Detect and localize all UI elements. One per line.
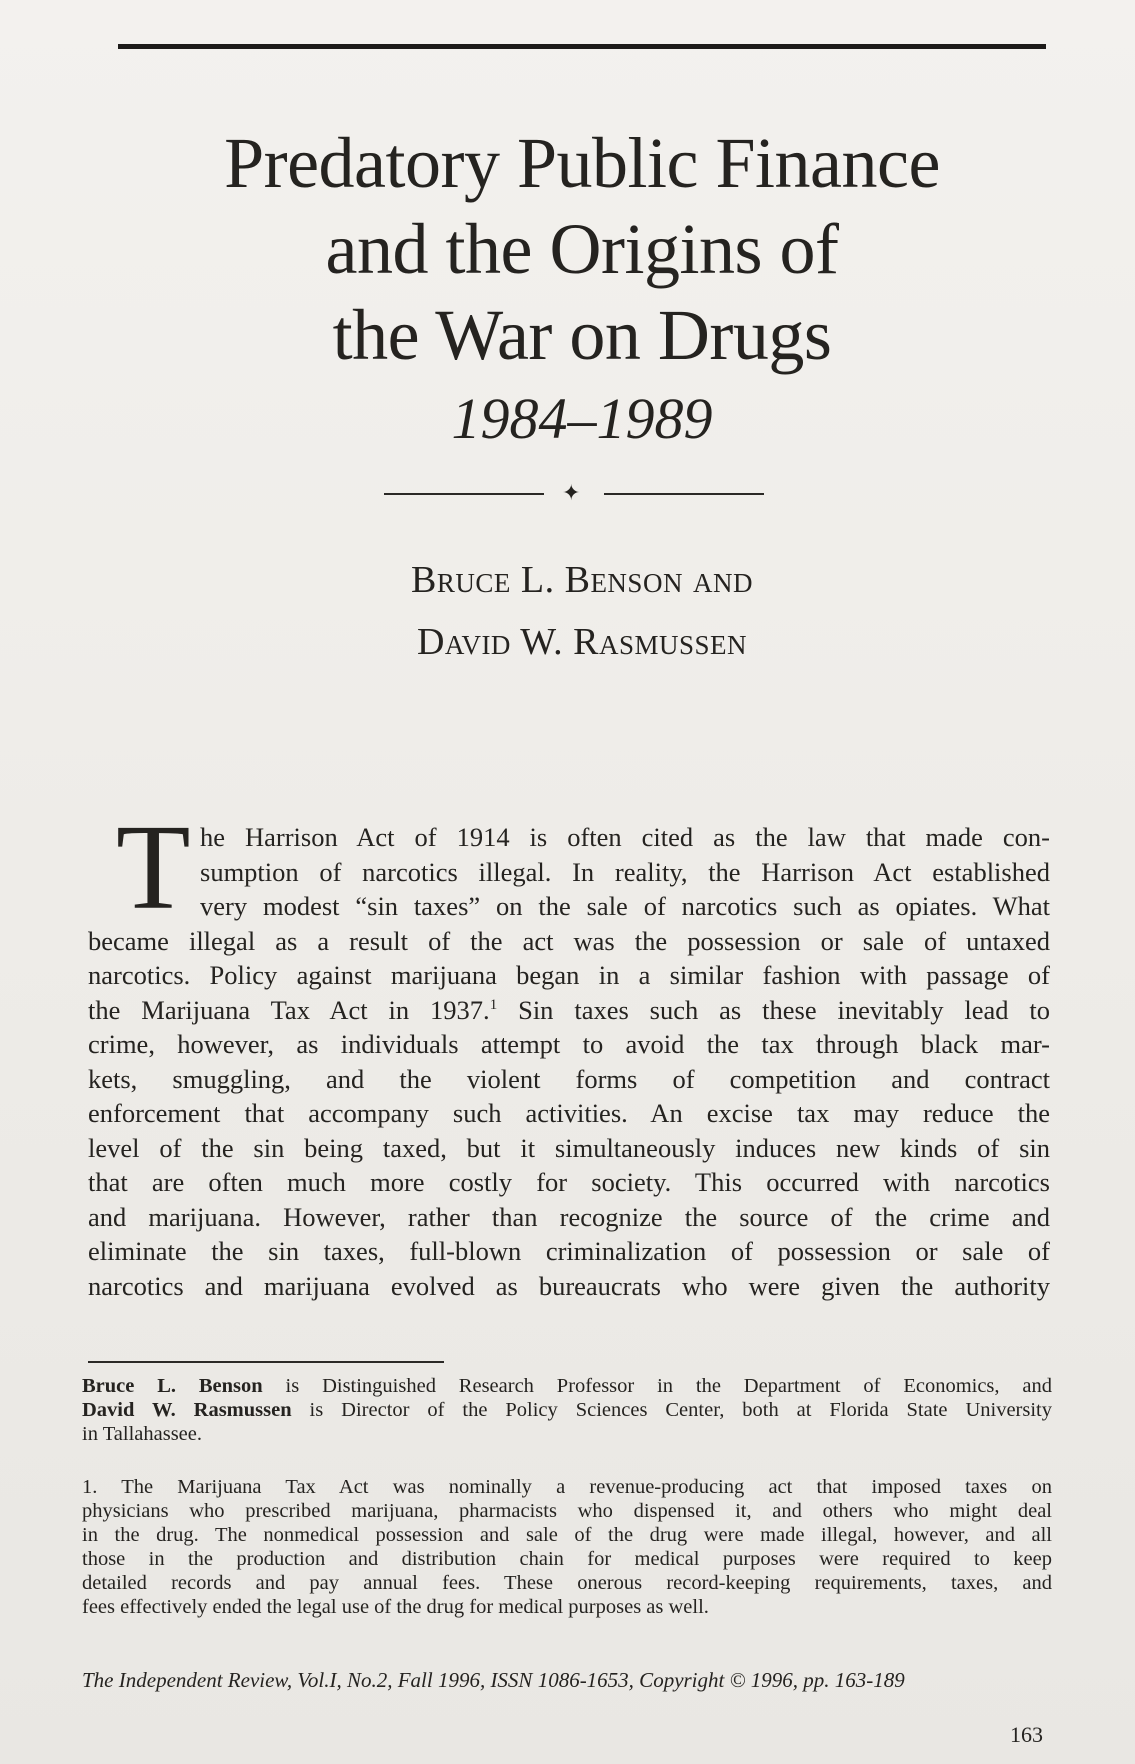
- body-line: crime, however, as individuals attempt to avoid the tax through black mar-: [88, 1029, 1050, 1059]
- body-line: level of the sin being taxed, but it simultaneously induces new kinds of sin: [88, 1132, 1050, 1163]
- author-bio-note: [82, 1374, 1052, 1446]
- ornament-divider: [384, 480, 764, 506]
- footnote-1: [82, 1475, 1052, 1619]
- body-line-text: Sin taxes such as these inevitably lead to: [497, 994, 1051, 1025]
- bio-author-name: Bruce L. Benson: [82, 1375, 263, 1397]
- title-line: Predatory Public Finance: [224, 123, 940, 203]
- footnote-line: detailed records and pay annual fees. These onerous record-keeping requirements, taxes, and: [82, 1572, 1052, 1594]
- bio-line: in Tallahassee.: [82, 1423, 203, 1445]
- footnote-line: in the drug. The nonmedical possession and sale of the drug were made illegal, however, and all: [82, 1524, 1052, 1546]
- body-paragraph: [88, 800, 1051, 1303]
- author-line: David W. Rasmussen: [416, 621, 748, 663]
- footnote-marker[interactable]: 1: [489, 996, 498, 1013]
- top-rule: [118, 44, 1046, 49]
- page-number: 163: [1010, 1722, 1043, 1747]
- body-line: narcotics and marijuana evolved as bureaucrats who were given the authority: [88, 1270, 1050, 1301]
- ornament-line-right: [604, 493, 764, 495]
- body-line-text: the Marijuana Tax Act in 1937.: [88, 994, 490, 1025]
- body-line: enforcement that accompany such activities. An excise tax may reduce the: [88, 1098, 1050, 1128]
- body-line: that are often much more costly for society. This occurred with narcotics: [88, 1167, 1050, 1197]
- ornament-line-left: [384, 493, 544, 495]
- body-line: became illegal as a result of the act was the possession or sale of untaxed: [88, 925, 1050, 956]
- footnote-line: physicians who prescribed marijuana, pharmacists who dispensed it, and others who might deal: [82, 1500, 1052, 1522]
- footnote-line: 1. The Marijuana Tax Act was nominally a revenue-producing act that imposed taxes on: [82, 1476, 1052, 1498]
- bio-line: [82, 1374, 1052, 1398]
- body-line: kets, smuggling, and the violent forms of competition and contract: [88, 1063, 1050, 1094]
- drop-cap: T: [116, 800, 191, 935]
- bio-text: is Director of the Policy Sciences Center, both at Florida State University: [291, 1399, 1052, 1421]
- title-line: the War on Drugs: [332, 295, 832, 375]
- body-line: he Harrison Act of 1914 is often cited as the law that made con-: [200, 822, 1050, 852]
- footnote-line: fees effectively ended the legal use of the drug for medical purposes as well.: [82, 1596, 709, 1618]
- body-line: and marijuana. However, rather than recognize the source of the crime and: [88, 1201, 1050, 1232]
- bio-line: [82, 1398, 1052, 1422]
- diamond-ornament-icon: ✦: [562, 480, 581, 505]
- article-title: [118, 120, 1046, 378]
- bio-text: is Distinguished Research Professor in the Department of Economics, and: [262, 1375, 1052, 1397]
- body-line: narcotics. Policy against marijuana began in a similar fashion with passage of: [88, 960, 1050, 990]
- title-line: and the Origins of: [325, 209, 839, 289]
- footnote-rule: [88, 1361, 444, 1363]
- body-line-with-footnote: [88, 993, 1050, 1028]
- body-line: very modest “sin taxes” on the sale of narcotics such as opiates. What: [200, 891, 1050, 921]
- footnote-line: those in the production and distribution chain for medical purposes were required to keep: [82, 1548, 1052, 1570]
- bio-author-name: David W. Rasmussen: [82, 1399, 292, 1421]
- author-line: Bruce L. Benson and: [411, 559, 753, 601]
- body-line: sumption of narcotics illegal. In reality, the Harrison Act established: [200, 856, 1050, 887]
- article-years: 1984–1989: [451, 386, 713, 451]
- journal-citation: The Independent Review, Vol.I, No.2, Fall 1996, ISSN 1086-1653, Copyright © 1996, pp. 163-189: [82, 1668, 905, 1692]
- body-line: eliminate the sin taxes, full-blown criminalization of possession or sale of: [88, 1236, 1050, 1266]
